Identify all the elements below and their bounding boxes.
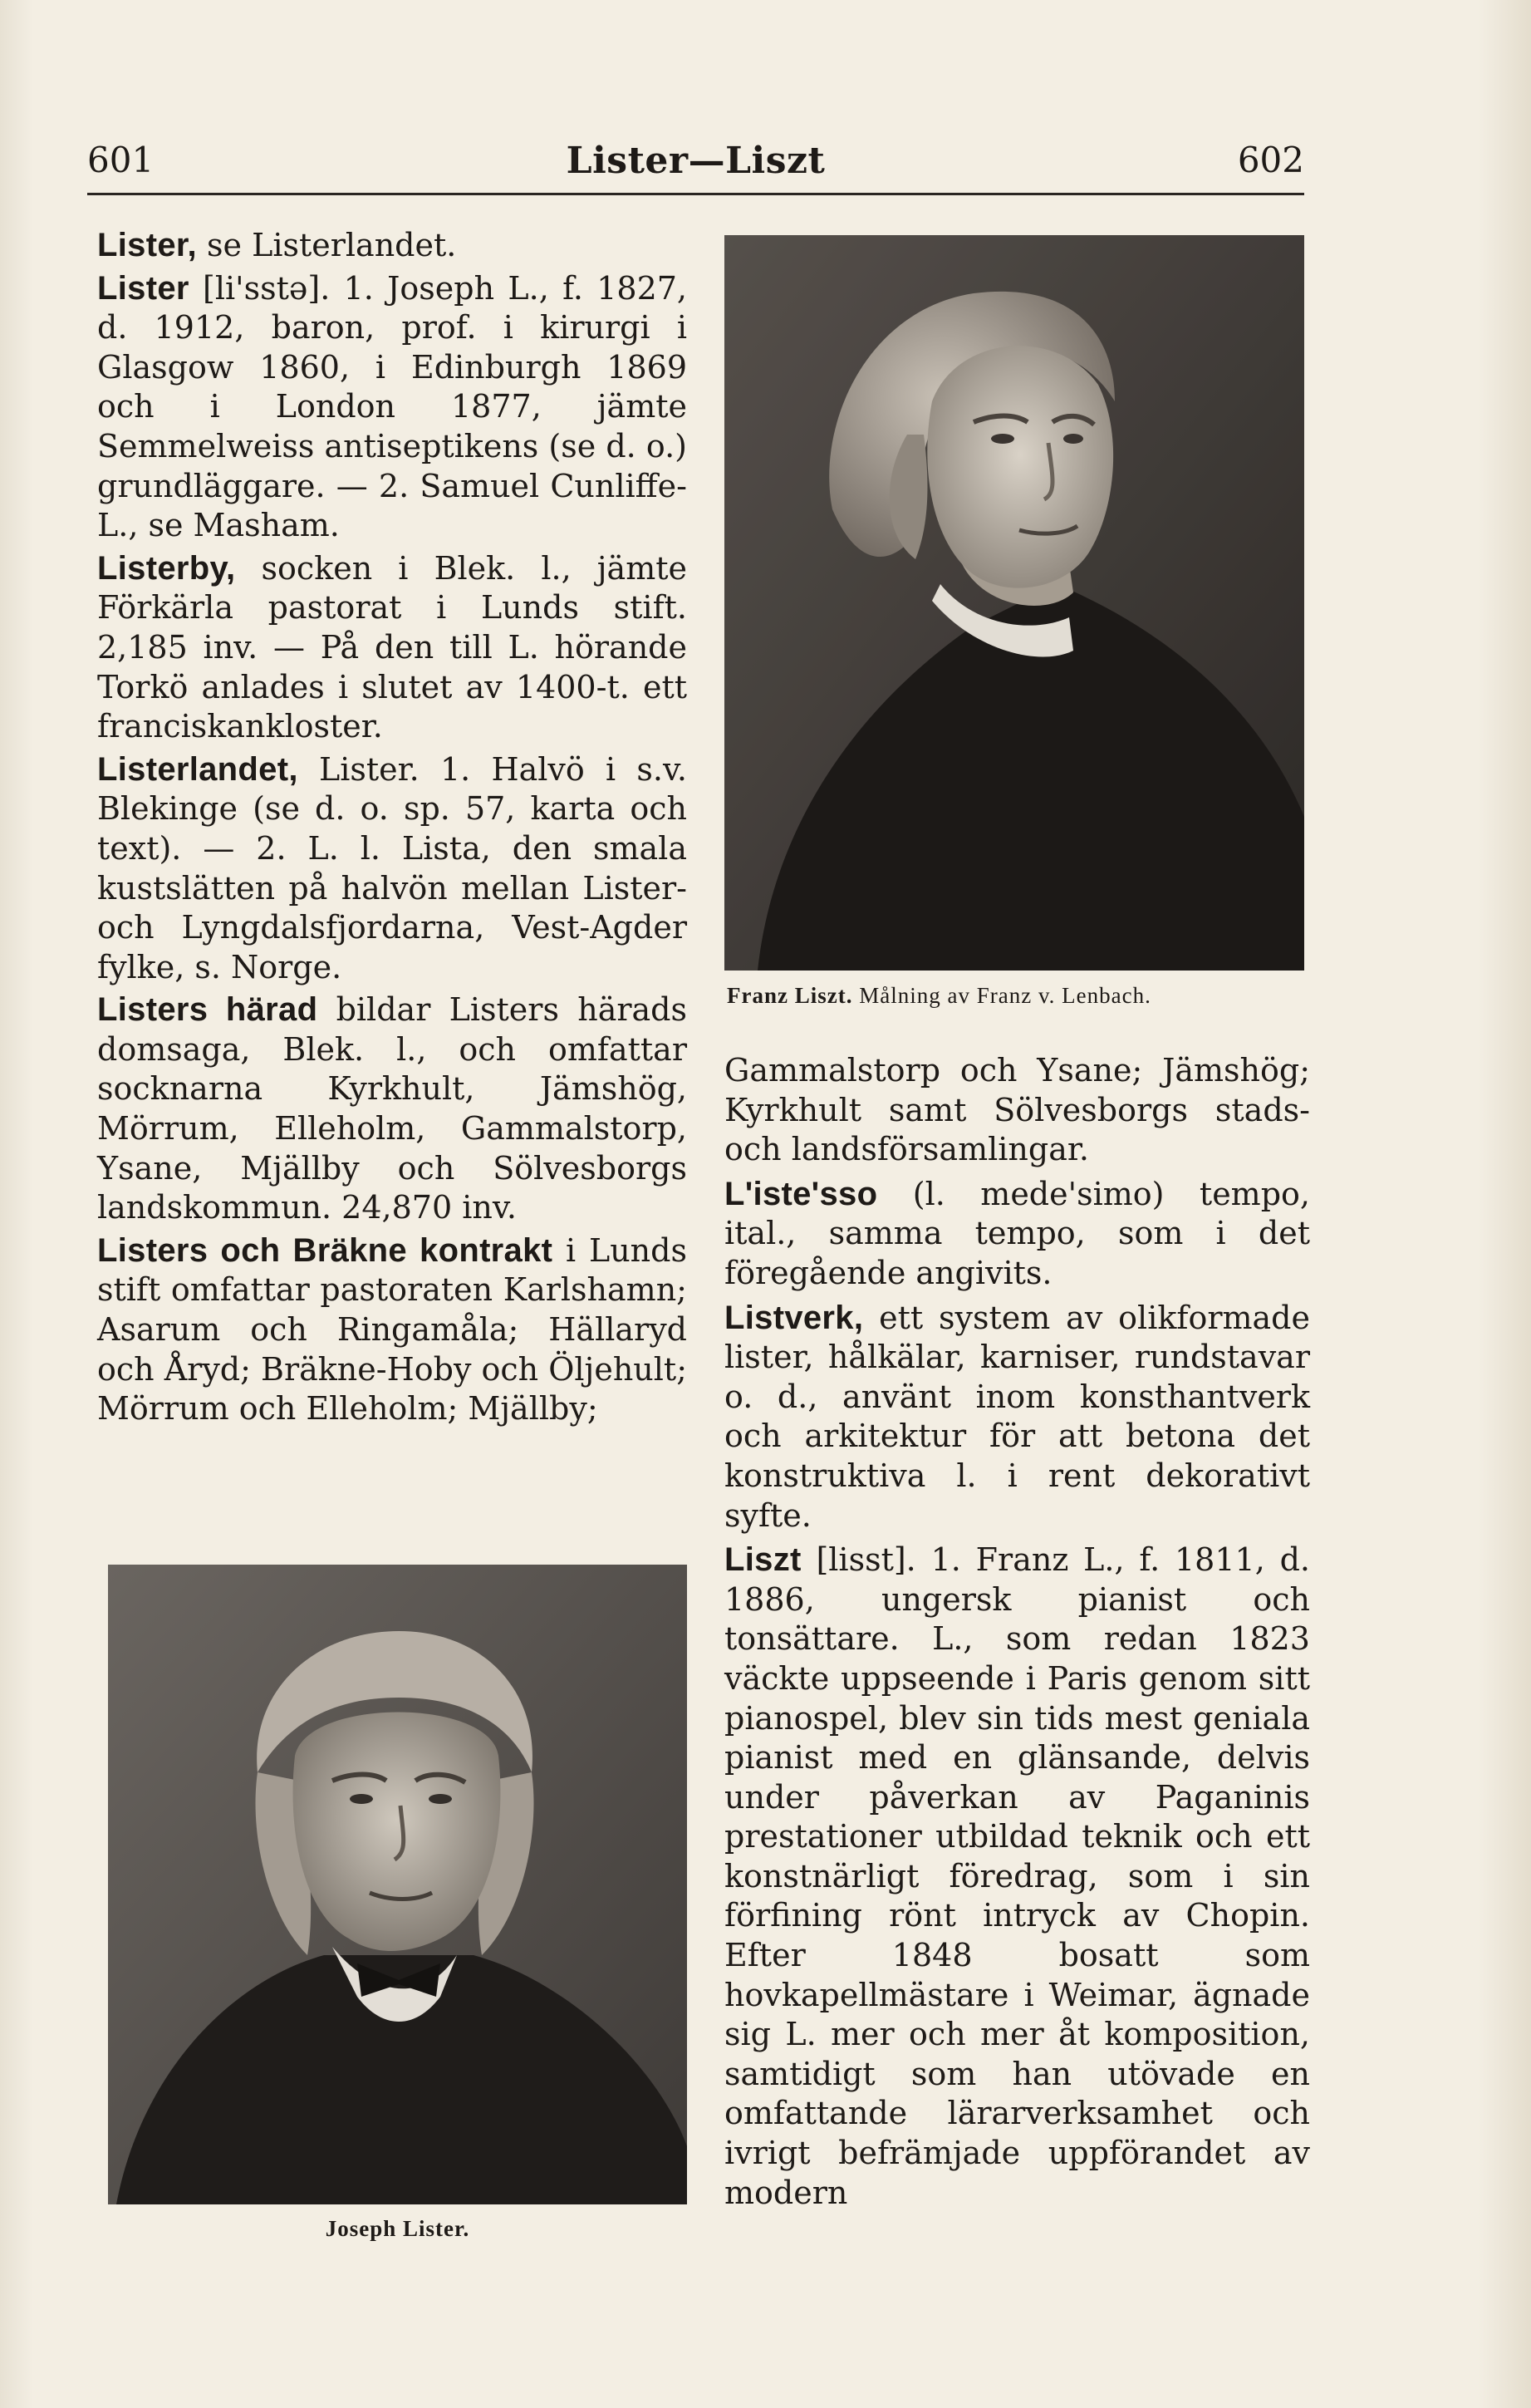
right-column <box>724 1051 1310 2218</box>
entry-listerby: Listerby, socken i Blek. l., jämte Förkärla pastorat i Lunds stift. 2,185 inv. — På den till L. hörande Torkö anlades i slutet av 1400-t. ett franciskankloster. <box>97 549 687 745</box>
entry-listers-brakne-kontrakt: Listers och Bräkne kontrakt i Lunds stift omfattar pastoraten Karlshamn; Asarum och Ringamåla; Hällaryd och Åryd; Bräkne-Hoby och Öljehult; Mörrum och Elleholm; Mjällby; <box>97 1231 687 1428</box>
liszt-portrait-image <box>724 235 1304 971</box>
lister-portrait-image <box>108 1565 687 2204</box>
entry-listerlandet: Listerlandet, Lister. 1. Halvö i s.v. Blekinge (se d. o. sp. 57, karta och text). — 2. L. l. Lista, den smala kustslätten på halvön mellan Lister- och Lyngdalsfjordarna, Vest-Agder fylke, s. Norge. <box>97 750 687 985</box>
page-header <box>87 140 1304 206</box>
entry-liszt: Liszt [lisst]. 1. Franz L., f. 1811, d. 1886, ungersk pianist och tonsättare. L., som redan 1823 väckte uppseende i Paris genom sitt pianospel, blev sin tids mest geniala pianist med en glänsande, delvis under påverkan av Paganinis prestationer utbildad teknik och ett konstnärligt föredrag, som i sin förfining rönt intryck av Chopin. Efter 1848 bosatt som hovkapellmästare i Weimar, ägnade sig L. mer och mer åt komposition, samtidigt som han utövade en omfattande lärarverksamhet och ivrigt befrämjade uppförandet av modern <box>724 1541 1310 2211</box>
running-head: Lister—Liszt <box>566 140 826 182</box>
entry-l-istesso: L'iste'sso (l. mede'simo) tempo, ital., samma tempo, som i det föregående angivits. <box>724 1175 1310 1291</box>
entry-listers-harad: Listers härad bildar Listers härads domsaga, Blek. l., och omfattar socknarna Kyrkhult, Jämshög, Mörrum, Elleholm, Gammalstorp, Ysane, Mjällby och Sölvesborgs landskommun. 24,870 inv. <box>97 991 687 1226</box>
entry-lister-ref: Lister, se Listerlandet. <box>97 227 457 263</box>
page-number-left: 601 <box>87 140 155 180</box>
page-number-right: 602 <box>1237 140 1304 180</box>
header-rule <box>87 193 1304 195</box>
entry-listverk: Listverk, ett system av olikformade lister, hålkälar, karniser, rundstavar o. d., använt inom konsthantverk och arkitektur för att betona det konstruktiva l. i rent dekorativt syfte. <box>724 1299 1310 1534</box>
entry-continued: Gammalstorp och Ysane; Jämshög; Kyrkhult samt Sölvesborgs stads- och landsförsamlingar. <box>724 1052 1310 1168</box>
entry-lister: Lister [li'sstə]. 1. Joseph L., f. 1827, d. 1912, baron, prof. i kirurgi i Glasgow 1860, i Edinburgh 1869 och i London 1877, jämte Semmelweiss antiseptikens (se d. o.) grundläggare. — 2. Samuel Cunliffe-L., se Masham. <box>97 269 687 544</box>
liszt-caption: Franz Liszt. Målning av Franz v. Lenbach. <box>727 983 1151 1008</box>
lister-caption: Joseph Lister. <box>325 2216 470 2241</box>
left-column <box>97 226 687 1433</box>
